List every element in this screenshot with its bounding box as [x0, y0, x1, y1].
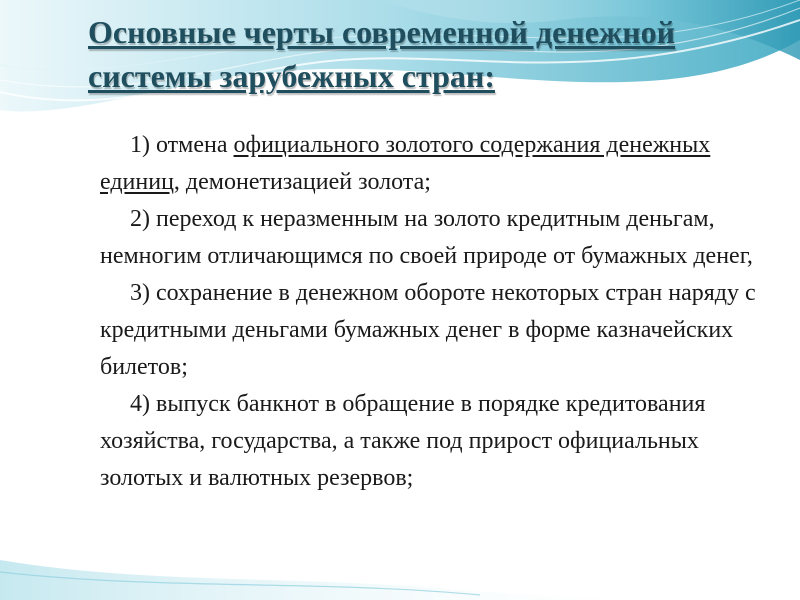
list-item-4: 4) выпуск банкнот в обращение в порядке кредитования хозяйства, государства, а также под прирост официальных золотых и валютных резервов; [100, 391, 706, 491]
item-1-text-pre: отмена [150, 132, 234, 158]
slide-title: Основные черты современной денежной системы зарубежных стран: [88, 14, 676, 94]
item-1-text-underlined: официального золотого содержания денежных единиц [100, 132, 711, 195]
item-1-number: 1) [130, 132, 150, 158]
slide-body [100, 127, 780, 497]
list-item-3: 3) сохранение в денежном обороте некоторых стран наряду с кредитными деньгами бумажных денег в форме казначейских билетов; [100, 280, 756, 380]
list-item-2: 2) переход к неразменным на золото кредитным деньгам, немногим отличающимся по своей природе от бумажных денег, [100, 206, 753, 269]
item-1-text-post: , демонетизацией золота; [173, 169, 431, 195]
list-item-1 [100, 127, 780, 201]
